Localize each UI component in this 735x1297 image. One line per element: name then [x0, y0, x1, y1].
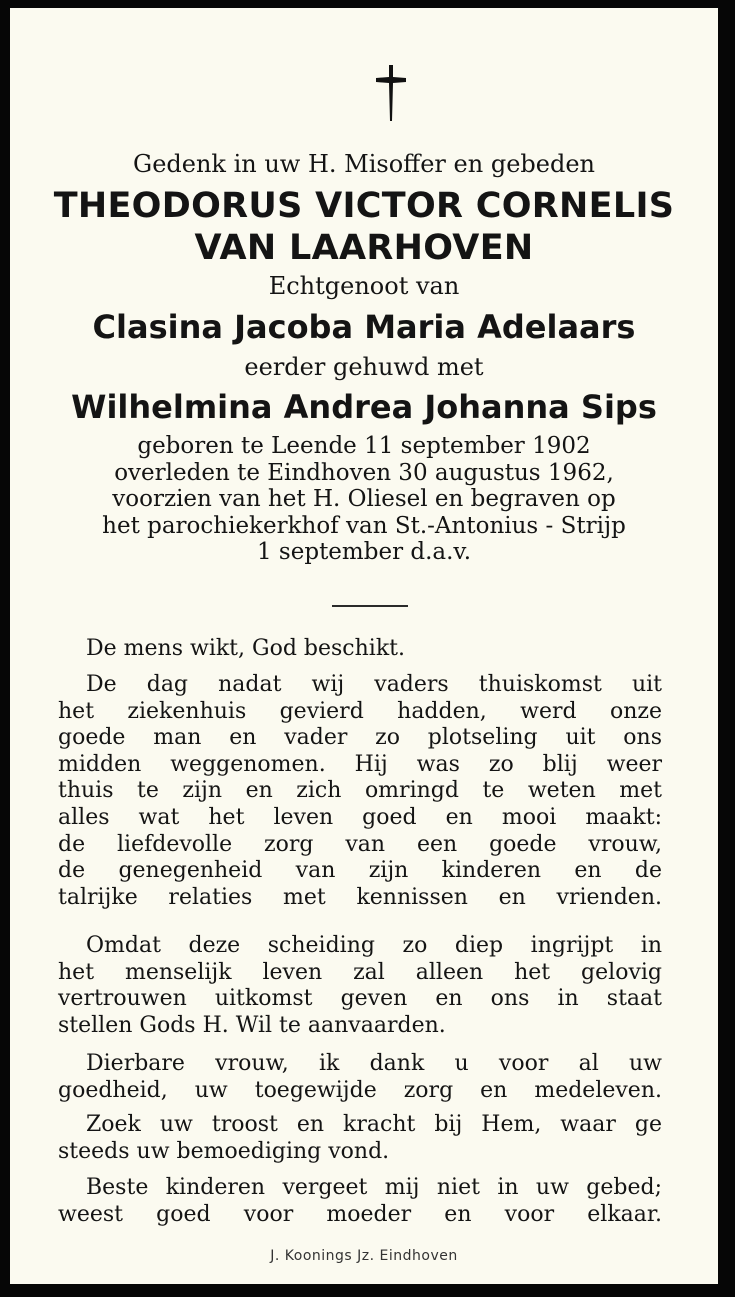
paragraph-2: [58, 933, 662, 1039]
text-line: alles wat het leven goed en mooi maakt:: [58, 804, 662, 830]
text-line: Beste kinderen vergeet mij niet in uw gebed;: [86, 1175, 662, 1200]
text-line: weest goed voor moeder en voor elkaar.: [58, 1201, 662, 1227]
life-line: geboren te Leende 11 september 1902: [137, 433, 591, 459]
paragraph-5: [58, 1175, 662, 1228]
paragraph-1: [58, 672, 662, 911]
life-line: overleden te Eindhoven 30 augustus 1962,: [114, 459, 614, 486]
text-line: talrijke relaties met kennissen en vrienden.: [58, 884, 662, 910]
text-line: Dierbare vrouw, ik dank u voor al uw: [86, 1051, 662, 1076]
spouse-intro: Echtgenoot van: [268, 272, 460, 300]
deceased-name-line1: THEODORUS VICTOR CORNELIS: [53, 186, 675, 226]
text-line: goedheid, uw toegewijde zorg en medeleven.: [58, 1077, 662, 1103]
text-line: de liefdevolle zorg van een goede vrouw,: [58, 831, 662, 857]
previous-spouse-name: Wilhelmina Andrea Johanna Sips: [71, 388, 657, 426]
text-line: thuis te zijn en zich omringd te weten met: [58, 778, 662, 804]
divider: [332, 605, 408, 607]
motto: [58, 636, 662, 663]
text-line: vertrouwen uitkomst geven en ons in staat: [58, 986, 662, 1012]
text-line: het menselijk leven zal alleen het gelovig: [58, 959, 662, 985]
text-line: de genegenheid van zijn kinderen en de: [58, 858, 662, 884]
intro-line: Gedenk in uw H. Misoffer en gebeden: [133, 150, 595, 178]
spouse-name: Clasina Jacoba Maria Adelaars: [92, 308, 636, 346]
life-line: voorzien van het H. Oliesel en begraven op: [112, 486, 616, 512]
text-line: stellen Gods H. Wil te aanvaarden.: [58, 1012, 446, 1038]
text-line: De dag nadat wij vaders thuiskomst uit: [86, 672, 662, 697]
text-line: Zoek uw troost en kracht bij Hem, waar ge: [86, 1112, 662, 1137]
motto-text: De mens wikt, God beschikt.: [86, 636, 405, 661]
memorial-card: [10, 8, 718, 1284]
previous-spouse-intro: eerder gehuwd met: [244, 353, 484, 381]
text-line: Omdat deze scheiding zo diep ingrijpt in: [86, 933, 662, 958]
printer-credit: J. Koonings Jz. Eindhoven: [270, 1248, 458, 1264]
life-line: 1 september d.a.v.: [256, 539, 472, 565]
paragraph-3: [58, 1051, 662, 1104]
text-line: midden weggenomen. Hij was zo blij weer: [58, 751, 662, 777]
text-line: goede man en vader zo plotseling uit ons: [58, 725, 662, 751]
text-line: het ziekenhuis gevierd hadden, werd onze: [58, 698, 662, 724]
life-details: [10, 433, 718, 566]
life-line: het parochiekerkhof van St.-Antonius - Strijp: [102, 512, 626, 539]
text-line: steeds uw bemoediging vond.: [58, 1138, 390, 1164]
latin-cross-icon: [373, 63, 409, 125]
paragraph-4: [58, 1112, 662, 1165]
deceased-name-line2: VAN LAARHOVEN: [194, 228, 534, 268]
